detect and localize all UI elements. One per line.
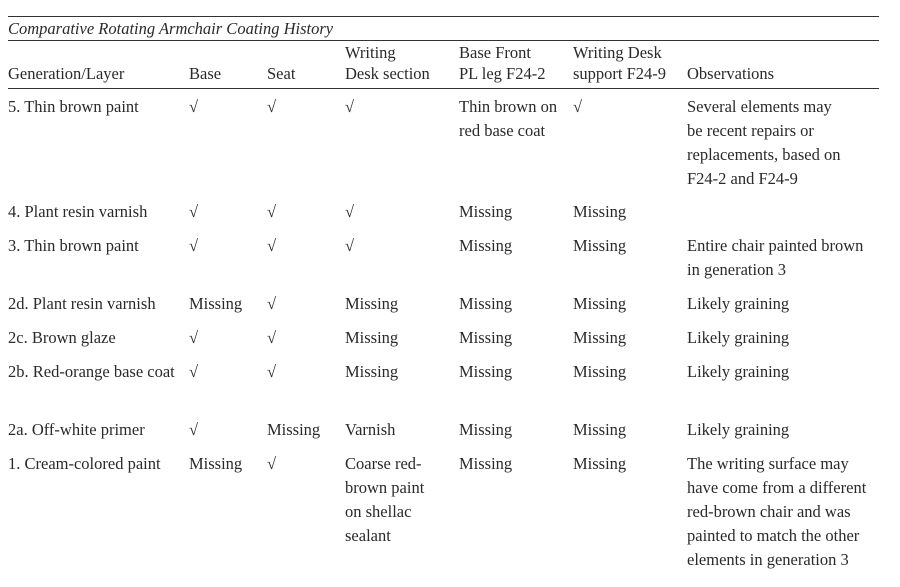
cell-seat: [267, 95, 276, 119]
cell-line: Missing: [189, 294, 243, 313]
cell-base: [189, 95, 198, 119]
cell-line: Missing: [573, 236, 627, 255]
cell-line: red base coat: [459, 121, 546, 140]
cell-line: Missing: [573, 294, 627, 313]
header-line: PL leg F24-2: [459, 64, 546, 83]
cell-writing-desk-section: [345, 418, 395, 442]
cell-line: √: [189, 236, 199, 255]
cell-seat: [267, 292, 276, 316]
header-rule: [8, 88, 879, 89]
cell-line: have come from a different: [687, 478, 867, 497]
cell-line: √: [267, 454, 277, 473]
column-header-observations: [687, 63, 774, 84]
cell-writing-desk-section: [345, 200, 354, 224]
cell-line: √: [345, 236, 355, 255]
cell-line: Missing: [345, 362, 399, 381]
cell-generation-layer: [8, 95, 139, 119]
cell-base-front-leg: [459, 452, 512, 476]
cell-observations: [687, 95, 840, 191]
header-line: Base Front: [459, 43, 531, 62]
cell-line: Missing: [189, 454, 243, 473]
cell-line: Likely graining: [687, 328, 790, 347]
cell-line: Missing: [573, 454, 627, 473]
caption-rule: [8, 40, 879, 41]
cell-line: Missing: [345, 328, 399, 347]
cell-line: Missing: [459, 202, 513, 221]
cell-line: Likely graining: [687, 362, 790, 381]
cell-writing-desk-section: [345, 326, 398, 350]
column-header-writing-desk-support: [573, 42, 666, 84]
cell-line: 1. Cream-colored paint: [8, 454, 161, 473]
header-line: Base: [189, 64, 222, 83]
cell-observations: [687, 326, 789, 350]
cell-writing-desk-section: [345, 234, 354, 258]
header-line: Observations: [687, 64, 775, 83]
cell-line: 2c. Brown glaze: [8, 328, 116, 347]
cell-line: √: [267, 294, 277, 313]
cell-line: Missing: [459, 328, 513, 347]
cell-line: in generation 3: [687, 260, 786, 279]
cell-line: The writing surface may: [687, 454, 849, 473]
cell-line: √: [267, 202, 277, 221]
cell-line: Coarse red-: [345, 454, 422, 473]
cell-line: Missing: [459, 294, 513, 313]
cell-seat: [267, 452, 276, 476]
cell-line: 5. Thin brown paint: [8, 97, 139, 116]
cell-base: [189, 292, 242, 316]
cell-writing-desk-support: [573, 95, 582, 119]
cell-generation-layer: [8, 452, 161, 476]
cell-line: Missing: [573, 202, 627, 221]
header-line: Generation/Layer: [8, 64, 125, 83]
cell-base-front-leg: [459, 326, 512, 350]
cell-writing-desk-support: [573, 326, 626, 350]
cell-line: 3. Thin brown paint: [8, 236, 139, 255]
cell-base: [189, 234, 198, 258]
cell-line: Missing: [267, 420, 321, 439]
cell-writing-desk-support: [573, 200, 626, 224]
cell-line: √: [267, 97, 277, 116]
cell-line: √: [267, 236, 277, 255]
cell-line: painted to match the other: [687, 526, 860, 545]
cell-line: F24-2 and F24-9: [687, 169, 798, 188]
cell-line: 4. Plant resin varnish: [8, 202, 148, 221]
cell-line: replacements, based on: [687, 145, 841, 164]
cell-generation-layer: [8, 326, 116, 350]
cell-writing-desk-section: [345, 452, 424, 548]
cell-line: elements in generation 3: [687, 550, 849, 569]
cell-line: be recent repairs or: [687, 121, 814, 140]
cell-line: Varnish: [345, 420, 396, 439]
cell-line: Thin brown on: [459, 97, 558, 116]
cell-writing-desk-support: [573, 452, 626, 476]
cell-writing-desk-section: [345, 360, 398, 384]
cell-base: [189, 452, 242, 476]
cell-writing-desk-support: [573, 234, 626, 258]
cell-generation-layer: [8, 292, 156, 316]
cell-base: [189, 326, 198, 350]
cell-line: √: [345, 202, 355, 221]
cell-seat: [267, 418, 320, 442]
cell-base-front-leg: [459, 418, 512, 442]
column-header-base-front-leg: [459, 42, 545, 84]
cell-observations: [687, 452, 866, 572]
cell-generation-layer: [8, 418, 145, 442]
cell-line: Several elements may: [687, 97, 832, 116]
cell-line: √: [573, 97, 583, 116]
cell-line: √: [189, 328, 199, 347]
cell-seat: [267, 234, 276, 258]
cell-base: [189, 418, 198, 442]
cell-line: Missing: [459, 236, 513, 255]
cell-base: [189, 200, 198, 224]
cell-line: √: [267, 362, 277, 381]
cell-observations: [687, 418, 789, 442]
cell-base-front-leg: [459, 292, 512, 316]
column-header-generation-layer: [8, 63, 124, 84]
cell-line: Likely graining: [687, 420, 790, 439]
cell-line: brown paint: [345, 478, 425, 497]
top-rule: [8, 16, 879, 17]
cell-base-front-leg: [459, 234, 512, 258]
header-line: Seat: [267, 64, 296, 83]
cell-line: sealant: [345, 526, 391, 545]
cell-writing-desk-support: [573, 418, 626, 442]
cell-line: on shellac: [345, 502, 412, 521]
cell-base: [189, 360, 198, 384]
column-header-base: [189, 63, 221, 84]
cell-line: √: [345, 97, 355, 116]
cell-base-front-leg: [459, 95, 557, 143]
cell-line: red-brown chair and was: [687, 502, 851, 521]
cell-line: Missing: [573, 420, 627, 439]
cell-generation-layer: [8, 234, 139, 258]
cell-generation-layer: [8, 200, 147, 224]
cell-observations: [687, 292, 789, 316]
cell-line: √: [189, 97, 199, 116]
cell-line: Missing: [459, 454, 513, 473]
cell-line: Missing: [573, 328, 627, 347]
cell-seat: [267, 360, 276, 384]
cell-observations: [687, 234, 863, 282]
cell-writing-desk-support: [573, 360, 626, 384]
column-header-writing-desk-section: [345, 42, 430, 84]
cell-base-front-leg: [459, 200, 512, 224]
cell-observations: [687, 360, 789, 384]
cell-seat: [267, 200, 276, 224]
cell-writing-desk-section: [345, 95, 354, 119]
header-line: Writing: [345, 43, 396, 62]
cell-generation-layer: [8, 360, 175, 384]
cell-line: Missing: [573, 362, 627, 381]
cell-line: Missing: [459, 420, 513, 439]
cell-line: 2d. Plant resin varnish: [8, 294, 156, 313]
header-line: Desk section: [345, 64, 430, 83]
cell-seat: [267, 326, 276, 350]
cell-writing-desk-support: [573, 292, 626, 316]
header-line: support F24-9: [573, 64, 667, 83]
cell-line: 2a. Off-white primer: [8, 420, 145, 439]
cell-line: 2b. Red-orange base coat: [8, 362, 175, 381]
cell-line: Missing: [459, 362, 513, 381]
cell-line: √: [189, 202, 199, 221]
cell-writing-desk-section: [345, 292, 398, 316]
header-line: Writing Desk: [573, 43, 662, 62]
cell-line: Entire chair painted brown: [687, 236, 864, 255]
cell-line: √: [189, 420, 199, 439]
cell-line: Missing: [345, 294, 399, 313]
cell-line: Likely graining: [687, 294, 790, 313]
cell-line: √: [267, 328, 277, 347]
column-header-seat: [267, 63, 295, 84]
table-caption: Comparative Rotating Armchair Coating History: [8, 19, 334, 38]
cell-line: √: [189, 362, 199, 381]
cell-base-front-leg: [459, 360, 512, 384]
